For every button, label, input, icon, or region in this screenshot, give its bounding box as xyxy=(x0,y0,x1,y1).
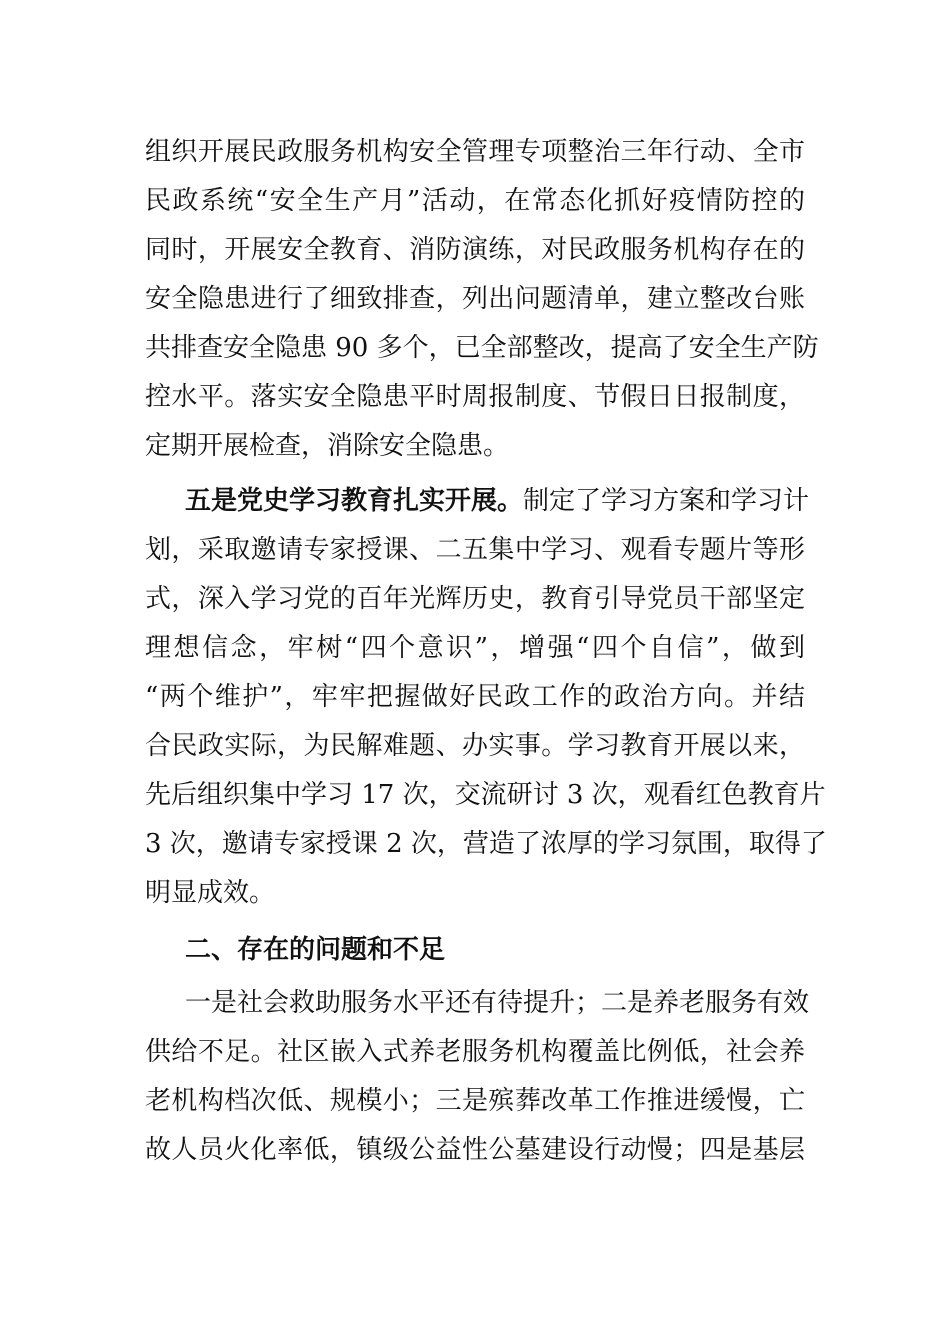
text-line: 老机构档次低、规模小；三是殡葬改革工作推进缓慢，亡 xyxy=(145,1086,805,1116)
text-line: 一是社会救助服务水平还有待提升；二是养老服务有效 xyxy=(185,988,810,1018)
section-heading: 二、存在的问题和不足 xyxy=(185,935,446,965)
text-line: “两个维护”，牢牢把握做好民政工作的政治方向。并结 xyxy=(145,682,805,712)
text-line: 供给不足。社区嵌入式养老服务机构覆盖比例低，社会养 xyxy=(145,1037,805,1067)
text-line: 共排查安全隐患 90 多个，已全部整改，提高了安全生产防 xyxy=(145,333,819,363)
text-line: 安全隐患进行了细致排查，列出问题清单，建立整改台账 xyxy=(145,284,805,314)
paragraph-five-first-line xyxy=(185,477,810,525)
text-line: 定期开展检查，消除安全隐患。 xyxy=(145,431,510,461)
text-line: 划，采取邀请专家授课、二五集中学习、观看专题片等形 xyxy=(145,535,805,565)
text-line: 理想信念，牢树“四个意识”，增强“四个自信”，做到 xyxy=(145,633,805,663)
text-line: 式，深入学习党的百年光辉历史，教育引导党员干部坚定 xyxy=(145,584,805,614)
text-line: 3 次，邀请专家授课 2 次，营造了浓厚的学习氛围，取得了 xyxy=(145,829,827,859)
text-line: 明显成效。 xyxy=(145,878,276,908)
text-line: 同时，开展安全教育、消防演练，对民政服务机构存在的 xyxy=(145,235,805,265)
text-line: 民政系统“安全生产月”活动，在常态化抓好疫情防控的 xyxy=(145,186,805,216)
text-line: 组织开展民政服务机构安全管理专项整治三年行动、全市 xyxy=(145,137,805,167)
paragraph-heading-bold: 五是党史学习教育扎实开展。 xyxy=(185,486,524,516)
text-line: 合民政实际，为民解难题、办实事。学习教育开展以来， xyxy=(145,731,805,761)
text-line: 故人员火化率低，镇级公益性公墓建设行动慢；四是基层 xyxy=(145,1135,805,1165)
text-line: 控水平。落实安全隐患平时周报制度、节假日日报制度， xyxy=(145,382,805,412)
text-line: 先后组织集中学习 17 次，交流研讨 3 次，观看红色教育片 xyxy=(145,780,826,810)
paragraph-first-line-rest: 制定了学习方案和学习计 xyxy=(523,486,810,516)
